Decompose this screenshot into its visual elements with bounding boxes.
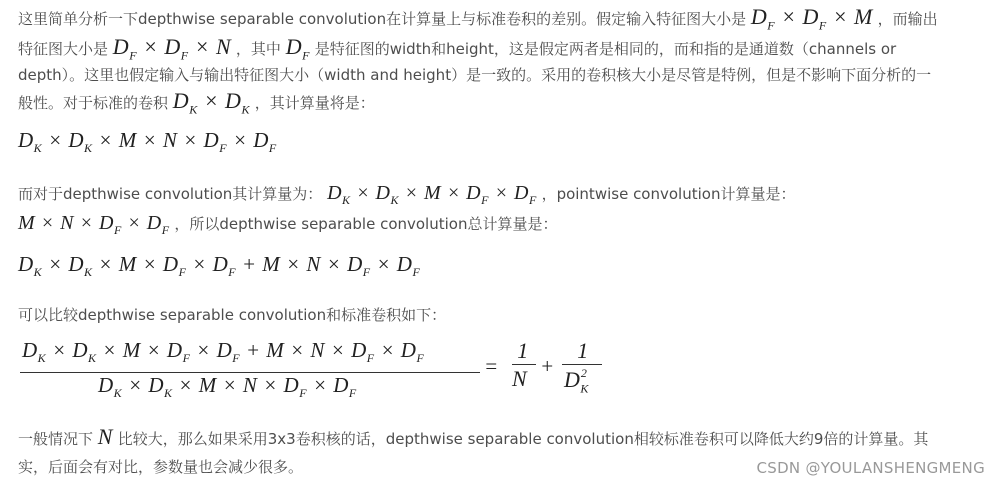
term2-denominator: $D_K^2$: [564, 366, 589, 396]
ratio-equals: =: [484, 354, 499, 378]
term2-numerator: 1: [577, 338, 589, 363]
math-kernel-size: $D_K \times D_K$: [172, 88, 250, 117]
intro-text-b: ，而输出: [877, 10, 938, 28]
depthwise-text-c: ，所以depthwise separable convolution总计算量是：: [174, 215, 558, 233]
term1-denominator: N: [512, 366, 528, 391]
depthwise-text-b: ，pointwise convolution计算量是：: [541, 185, 796, 203]
paragraph-compare: [18, 302, 979, 328]
term1-numerator: 1: [517, 338, 529, 363]
paragraph-depthwise: [18, 180, 979, 213]
ratio-denominator: $D_K \times D_K \times M \times N \times D_F \times D_F$: [98, 373, 357, 401]
conclusion-text-c: 实，后面会有对比，参数量也会减少很多。: [18, 458, 304, 476]
math-df: $D_F$: [285, 34, 310, 63]
math-input-size: $D_F \times D_F \times M$: [750, 4, 873, 33]
paragraph-depthwise-line2: [18, 210, 979, 243]
depthwise-text-a: 而对于depthwise convolution其计算量为：: [18, 185, 323, 203]
intro-text-h: ，其计算量将是：: [254, 94, 375, 112]
math-depthwise-cost: $D_K \times D_K \times M \times D_F \times D_F$: [327, 182, 537, 207]
intro-text-a: 这里简单分析一下depthwise separable convolution在计算量上与标准卷积的差别。假定输入特征图大小是: [18, 10, 747, 28]
ratio-numerator: $D_K \times D_K \times M \times D_F \times D_F + M \times N \times D_F \times D_F$: [22, 338, 425, 366]
intro-text-f: depth）。这里也假定输入与输出特征图大小（width and height）是一致的。采用的卷积核大小是尽管是特例，但是不影响下面分析的一: [18, 66, 932, 84]
intro-text-g: 般性。对于标准的卷积: [18, 94, 169, 112]
paragraph-conclusion: [18, 424, 979, 452]
conclusion-text-b: 比较大，那么如果采用3x3卷积核的话，depthwise separable convolution相较标准卷积可以降低大约9倍的计算量。其: [117, 430, 929, 448]
csdn-watermark: CSDN @YOULANSHENGMENG: [756, 459, 985, 477]
compare-text: 可以比较depthwise separable convolution和标准卷积如下：: [18, 306, 447, 324]
conclusion-text-a: 一般情况下: [18, 430, 94, 448]
term2-bar: [562, 364, 602, 365]
intro-text-e: 是特征图的width和height，这是假定两者是相同的，而和指的是通道数（channels or: [314, 40, 897, 58]
equation-ratio: [18, 338, 638, 408]
math-n: N: [97, 424, 113, 449]
intro-text-c: 特征图大小是: [18, 40, 109, 58]
equation-standard-cost: $D_K \times D_K \times M \times N \times D_F \times D_F$: [18, 128, 277, 156]
math-pointwise-cost: $M \times N \times D_F \times D_F$: [18, 212, 170, 237]
paragraph-intro-line3: [18, 62, 979, 88]
paragraph-intro-line4: [18, 88, 979, 122]
ratio-plus: +: [540, 354, 555, 378]
math-output-size: $D_F \times D_F \times N$: [112, 34, 232, 63]
equation-total-cost: $D_K \times D_K \times M \times D_F \times D_F + M \times N \times D_F \times D_F$: [18, 252, 421, 280]
term1-bar: [512, 364, 536, 365]
intro-text-d: ，其中: [235, 40, 281, 58]
